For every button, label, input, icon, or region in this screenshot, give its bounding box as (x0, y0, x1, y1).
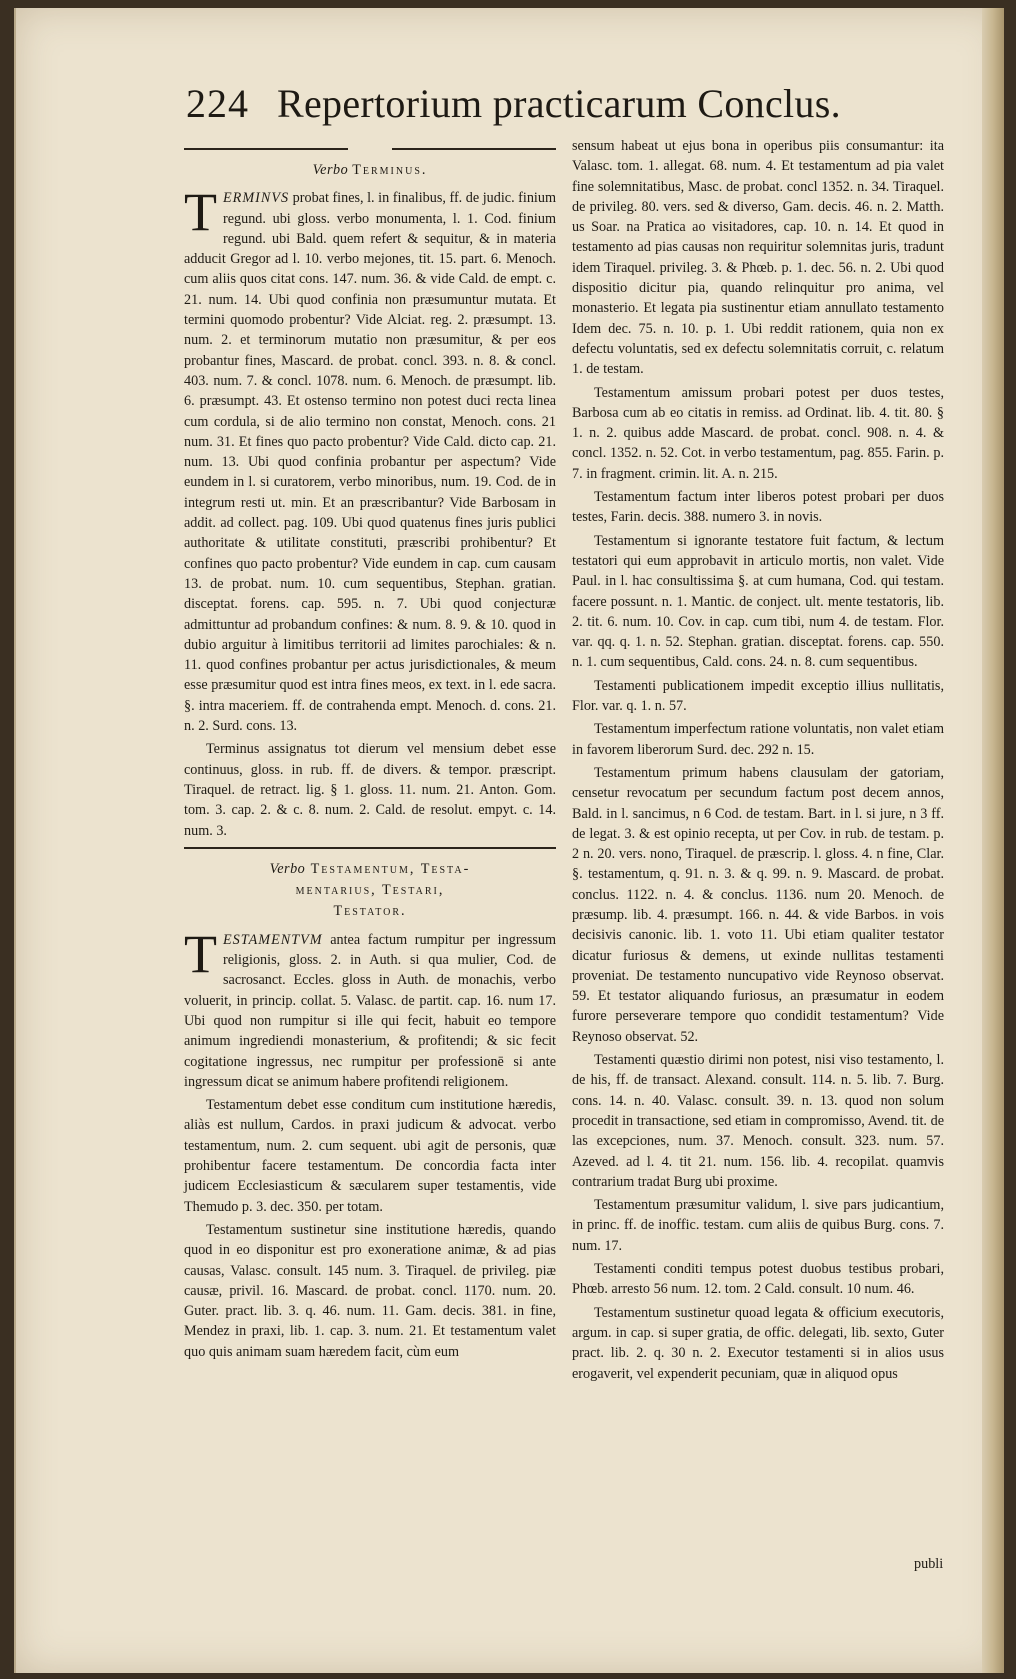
lead-word: ERMINVS (223, 190, 290, 207)
header-rule (184, 148, 556, 150)
page-header (186, 80, 886, 140)
section-rule (184, 847, 556, 849)
paragraph (184, 182, 556, 736)
paragraph: Testamentum sustinetur sine institutione hæredis, quando quod in eo disponitur est pro exoneratione animæ, & ad pias causas, Valasc. consult. 145 num. 3. Tiraquel. de privileg. piæ causæ, privil. 16. Mascard. de probat. concl. 1170. num. 20. Guter. pract. lib. 3. q. 46. num. 11. Gam. decis. 381. in fine, Mendez in praxi, lib. 1. cap. 3. num. 21. Et testamentum valet quo quis animam suam hæredem facit, cùm eum (184, 1221, 556, 1360)
heading-verbo: Verbo (269, 860, 306, 877)
drop-cap: T (184, 182, 217, 243)
drop-cap: T (184, 923, 217, 984)
paragraph (184, 923, 557, 1092)
lead-word: ESTAMENTVM (223, 931, 323, 948)
paragraph: Testamentum amissum probari potest per duos testes, Barbosa cum ab eo citatis in remiss. ad Ordinat. lib. 4. tit. 80. § 1. n. 2. quibus adde Mascard. de probat. concl. 908. n. 4. & concl. 1352. n. 52. Cot. in verbo testamentum, pag. 855. Farin. p. 7. in fragment. crimin. lit. A. n. 215. (572, 384, 944, 482)
section-heading-testamentum (184, 859, 556, 922)
heading-line: Testator. (333, 902, 407, 919)
paragraph: Terminus assignatus tot dierum vel mensium debet esse continuus, gloss. in rub. ff. de divers. & tempor. præscript. Tiraquel. de retract. lig. § 1. gloss. 11. num. 21. Anton. Gom. tom. 3. cap. 2. & c. 8. num. 2. Cald. de resolut. empyt. c. 14. num. 3. (184, 741, 556, 839)
heading-line: Testamentum, Testa- (310, 860, 471, 877)
paragraph: Testamentum factum inter liberos potest probari per duos testes, Farin. decis. 388. numero 3. in novis. (572, 489, 944, 526)
right-column (572, 136, 944, 1387)
paragraph: Testamenti publicationem impedit exceptio illius nullitatis, Flor. var. q. 1. n. 57. (572, 677, 944, 715)
heading-term: Terminus. (352, 162, 428, 178)
section-heading-terminus (184, 160, 556, 180)
heading-verbo: Verbo (312, 162, 349, 178)
paragraph: Testamentum sustinetur quoad legata & officium executoris, argum. in cap. si super gratia, de offic. delegati, lib. sexto, Guter pract. lib. 2. q. 30 n. 2. Executor testamenti si in alios usus erogaverit, vel expenderit pecuniam, quæ in aliquod opus (572, 1304, 944, 1382)
paragraph: Testamentum debet esse conditum cum institutione hæredis, aliàs est nullum, Cardos. in praxi judicum & advocat. verbo testamentum, num. 2. cum sequent. ubi agit de personis, quæ prohibentur facere testamentum. De concordia facta inter judicem Ecclesiasticum & sæcularem super testamentis, vide Themudo p. 3. dec. 350. per totam. (184, 1097, 556, 1215)
paragraph-text: antea factum rumpitur per ingressum religionis, gloss. 2. in Auth. si qua mulier, Cod. de sacrosanct. Eccles. gloss in Auth. de monachis, verbo voluerit, in princip. collat. 5. Valasc. de partit. cap. 16. num 17. Ubi quod non rumpitur si ille qui fecit, habuit eo tempore animum ingrediendi monasterium, & profitendi; & sic fecit cogitatione ingressus, nec rumpitur per professionē si ante ingressum dicat se animum habere profitendi religionem. (184, 931, 557, 1090)
paragraph-text: probat fines, l. in finalibus, ff. de judic. finium regund. ubi gloss. verbo monumenta, l. 1. Cod. finium regund. ubi Bald. quem refert & sequitur, & in materia adducit Gregor ad l. 10. verbo mejones, tit. 15. part. 6. Menoch. cum aliis quos citat cons. 147. num. 36. & vide Cald. de empt. c. 21. num. 14. Ubi quod confinia non præsumuntur mutata. Et termini quomodo probentur? Vide Alciat. reg. 2. præsumpt. 13. num. 2. et terminorum mutatio non præsumitur, & per eos probantur fines, Mascard. de probat. concl. 393. n. 8. & concl. 403. num. 7. & concl. 1078. num. 6. Menoch. de præsumpt. lib. 6. præsumpt. 43. Et ostenso termino non potest duci recta linea cum cordula, si de alio termino non constat, Menoch. cons. 21 num. 31. Et fines quo pacto probentur? Vide Cald. dicto cap. 21. num. 13. Ubi quod confinia probantur per aspectum? Vide eundem in l. si curatorem, verbo minoribus, num. 19. Cod. de in integrum resti ut. min. Et an præscribantur? Vide Barbosam in addit. ad collect. pag. 109. Ubi quod quatenus fines juris publici authoritate & utilitate constituti, præscribi prohibentur? Et confines quo pacto probentur? Vide eundem in cap. cum causam 13. de probat. num. 10. cum sequentibus, Stephan. gratian. disceptat. forens. cap. 595. n. 7. Ubi quod conjecturæ admittuntur ad probandum confines: & num. 8. 9. & 10. quod in dubio arguitur à limitibus territorii ad limites parochiales: & n. 11. quod confines probantur per actus jurisdictionales, & meum esse præsumitur quod est intra fines meos, ex text. in l. ede sacra. §. intra maceriem. ff. de contrahenda empt. Menoch. d. cons. 21. n. 2. Surd. cons. 13. (184, 190, 556, 735)
paragraph: Testamenti quæstio dirimi non potest, nisi viso testamento, l. de his, ff. de transact. Alexand. consult. 114. n. 5. lib. 7. Burg. cons. 14. n. 40. Valasc. consult. 39. n. 13. quod non solum procedit in transactione, sed etiam in compromisso, Avend. tit. de las excepciones, num. 37. Menoch. consult. 323. num. 57. Azeved. ad l. 4. tit 21. num. 156. lib. 4. recopilat. quamvis contrarium tradat Burg ubi proxime. (572, 1052, 944, 1190)
paragraph: Testamentum imperfectum ratione voluntatis, non valet etiam in favorem liberorum Surd. dec. 292 n. 15. (572, 721, 944, 758)
catchword: publi (914, 1556, 944, 1572)
paragraph: sensum habeat ut ejus bona in operibus piis consumantur: ita Valasc. tom. 1. allegat. 68. num. 4. Et testamentum ad pia valet fine solemnitatibus, Masc. de probat. concl 1352. n. 34. Tiraquel. de privileg. 80. vers. sed & diverso, Gam. decis. 46. n. 2. Matth. us Soar. na Pratica ao visitadores, cap. 10. n. 14. Et quod in testamento ad pias causas non requiritur solemnitas juris, tradunt idem Tiraquel. privileg. 3. & Phœb. p. 1. dec. 56. n. 2. Ubi quod dispositio dicitur pia, quando relinquitur pro anima, vel monasterio. Et legata pia sustinentur etiam annullato testamento Idem dec. 75. n. 10. p. 1. Ubi reddit rationem, quia non ex defectu voluntatis, sed ex defectu solemnitatis corruit, c. relatum 1. de testam. (572, 138, 944, 378)
paragraph: Testamenti conditi tempus potest duobus testibus probari, Phœb. arresto 56 num. 12. tom. 2 Cald. consult. 10 num. 46. (572, 1261, 944, 1298)
book-page (14, 8, 1004, 1673)
left-column (184, 148, 556, 1365)
heading-line: mentarius, Testari, (295, 881, 445, 898)
running-title: Repertorium practicarum Conclus. (277, 81, 841, 126)
paragraph: Testamentum præsumitur validum, l. sive pars judicantium, in princ. ff. de inoffic. testam. cum aliis de quibus Burg. cons. 7. num. 17. (572, 1197, 944, 1254)
page-number: 224 (186, 81, 249, 126)
paragraph: Testamentum primum habens clausulam der gatoriam, censetur revocatum per secundum factum post decem annos, Bald. in l. sancimus, n 6 Cod. de testam. Bart. in l. si jure, n 3 ff. de legat. 3. & est opinio recepta, ut per Cov. in rub. de testam. p. 2 n. 20. vers. nono, Tiraquel. de præscrip. l. gloss. 4. n fine, Clar. §. testamentum, q. 91. n. 3. & q. 99. n. 9. Mascard. de probat. conclus. 1122. n. 4. & conclus. 1136. num 20. Menoch. de præsump. lib. 4. præsumpt. 166. n. 44. & vide Barbos. in vois decisivis canonic. lib. 1. voto 11. Ubi etiam qualiter testator dicatur furiosus & demens, ut exinde nullitas testamenti proveniat. De testamento nuncupativo vide Reynoso observat. 59. Et testator aliquando furiosus, an præsumatur in eodem furore perseverare tempore quo condidit testamentum? Vide Reynoso observat. 52. (572, 764, 944, 1045)
page-edge (982, 8, 1004, 1673)
paragraph: Testamentum si ignorante testatore fuit factum, & lectum testatori qui eum approbavit in articulo mortis, non valet. Vide Paul. in l. hac consultissima §. at cum humana, Cod. qui testam. facere possunt. n. 1. Mantic. de conject. ult. mente testatoris, lib. 2. tit. 6. num. 10. Cov. in cap. cum tibi, num 4. de testam. Flor. var. qq. q. 1. n. 52. Stephan. gratian. disceptat. forens. cap. 550. n. 1. cum sequentibus, Cald. cons. 24. n. 8. cum sequentibus. (572, 532, 944, 671)
